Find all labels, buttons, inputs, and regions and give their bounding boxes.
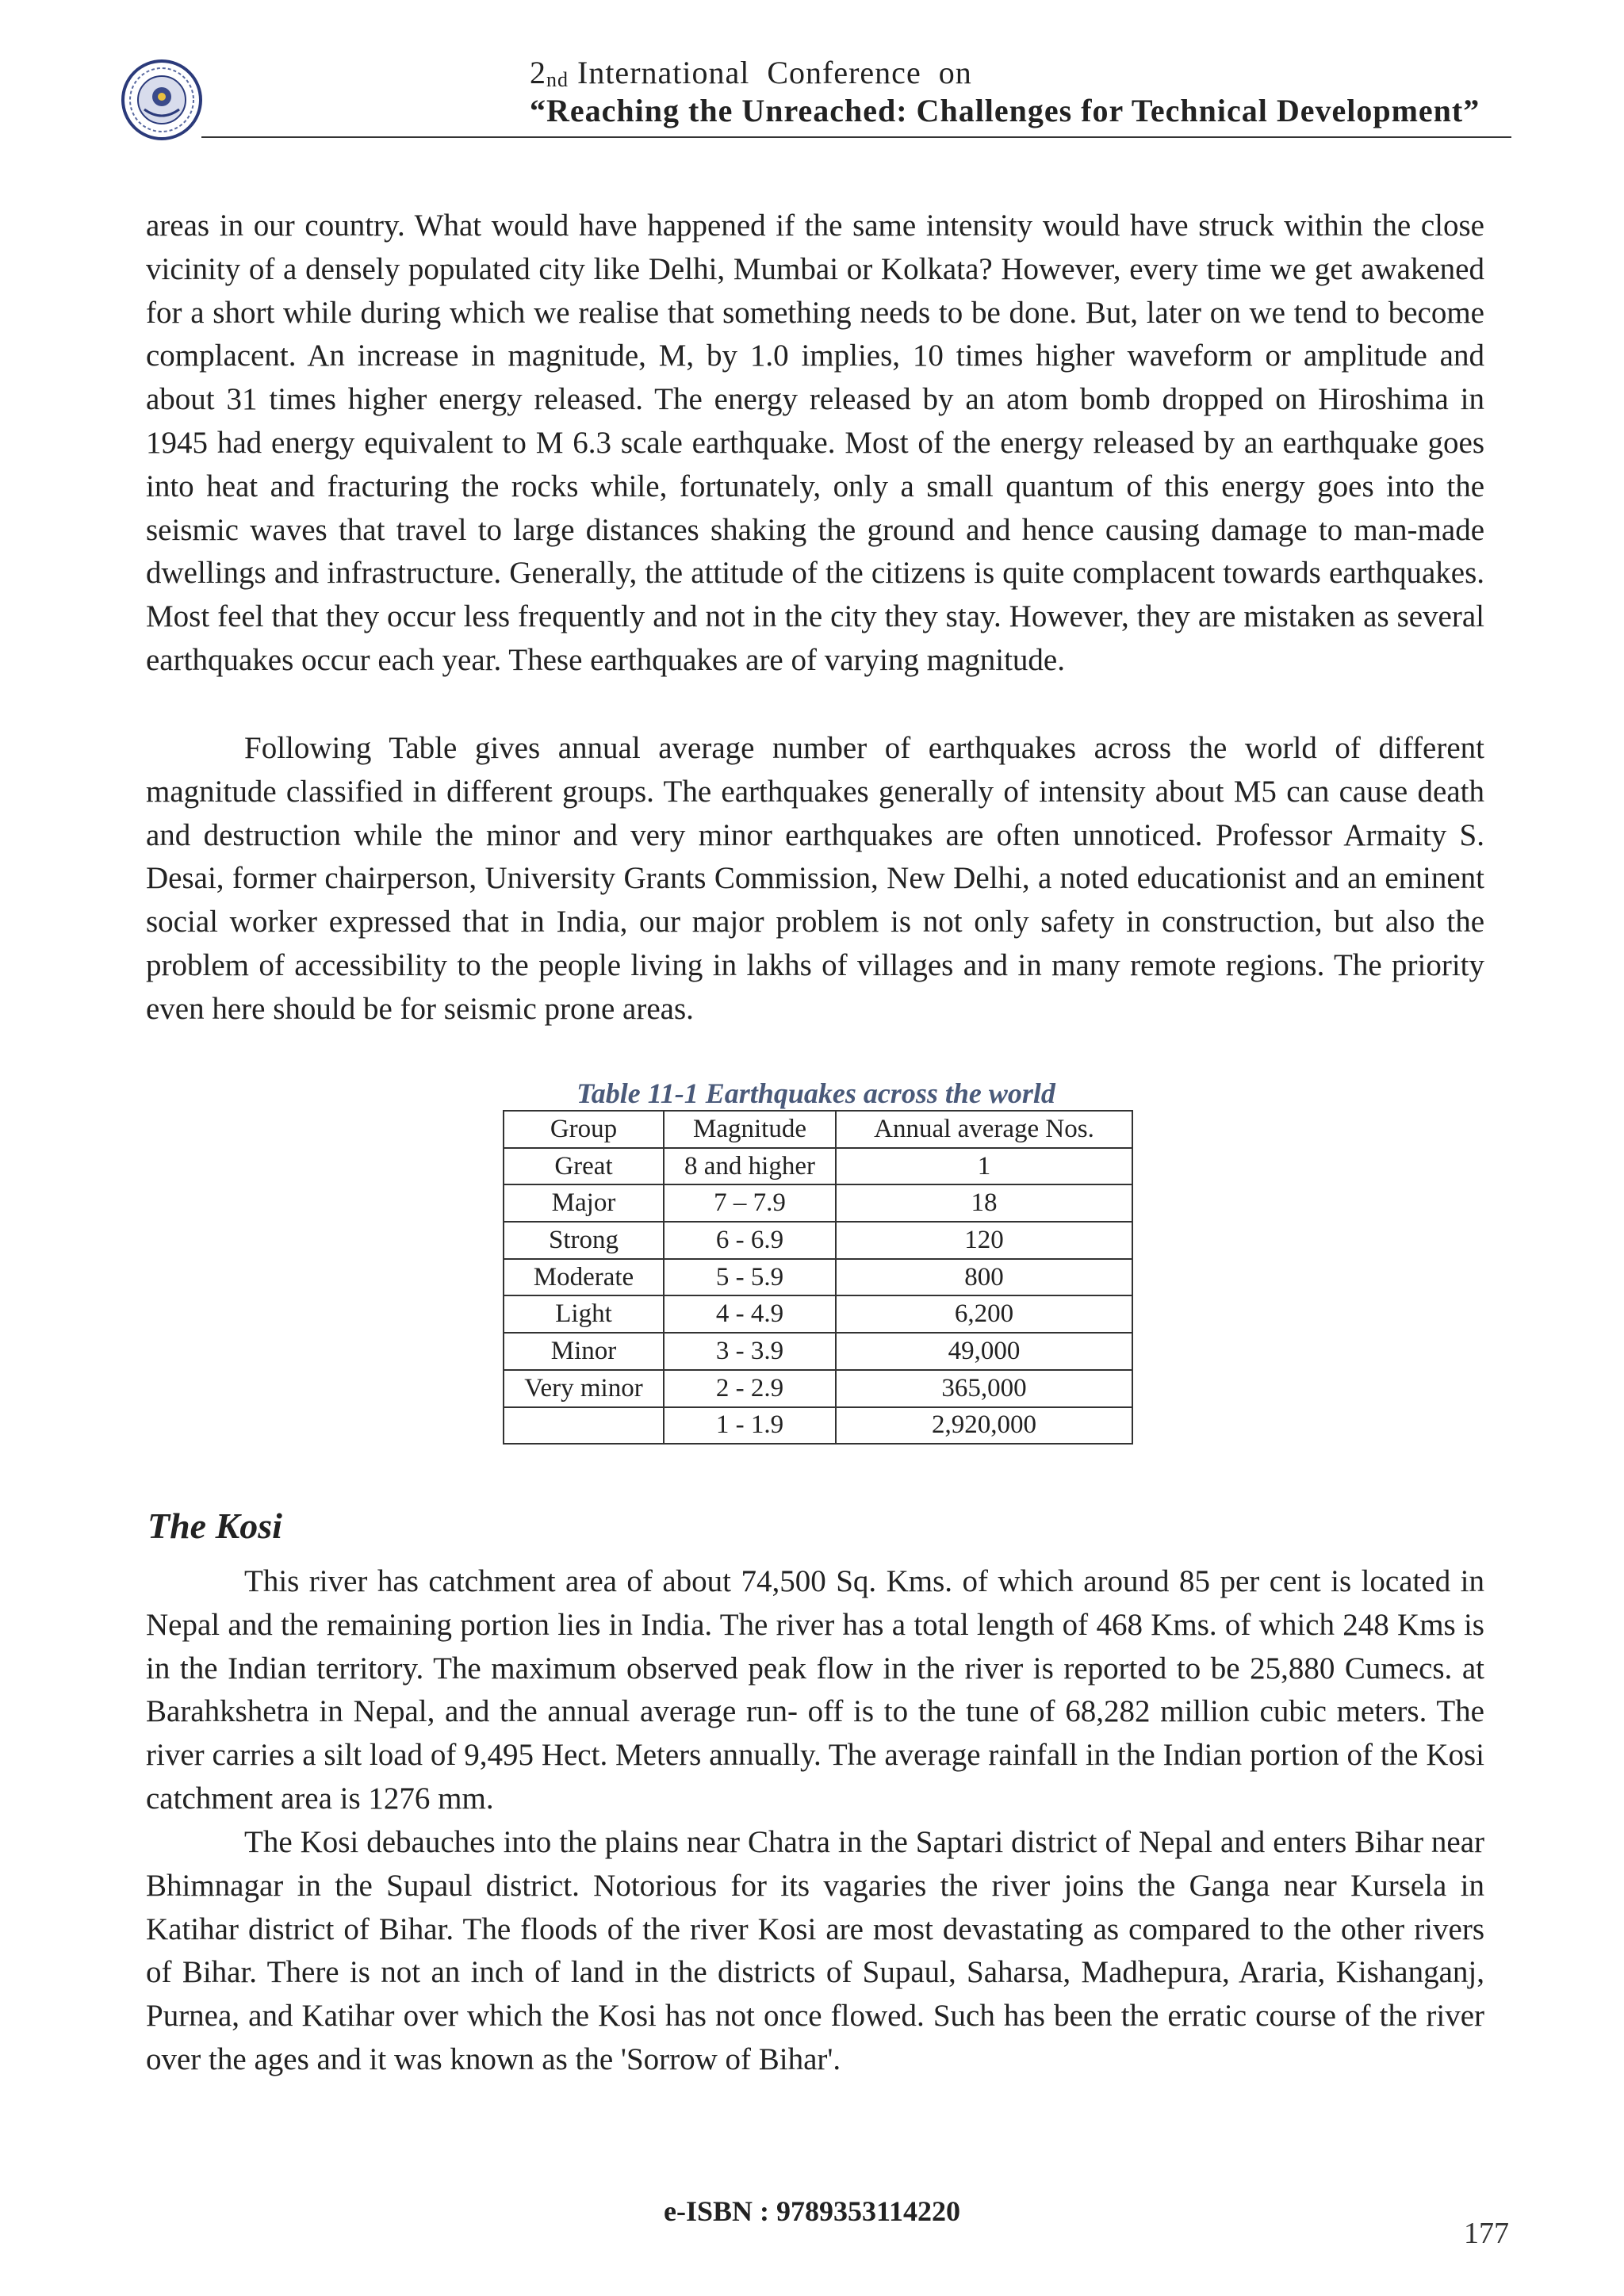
paragraph-kosi-catchment: This river has catchment area of about 74,500 Sq. Kms. of which around 85 per cent is located in Nepal and the remaining portion lies in India. The river has a total length of 468 Kms. of which 248 Kms is in the Indian territory. The maximum observed peak flow in the river is reported to be 25,880 Cumecs. at Barahkshetra in Nepal, and the annual average run- off is to the tune of 68,282 million cubic meters. The river carries a silt load of 9,495 Hect. Meters annually. The average rainfall in the Indian portion of the Kosi catchment area is 1276 mm.	[146, 1564, 1484, 1816]
table-row	[504, 1333, 1132, 1370]
cell-magnitude: 2 - 2.9	[664, 1370, 836, 1407]
section-heading: The Kosi	[147, 1506, 282, 1546]
ordinal-number: 2	[530, 55, 546, 90]
cell-count: 800	[836, 1259, 1132, 1296]
paragraph-kosi-course: The Kosi debauches into the plains near Chatra in the Saptari district of Nepal and enters Bihar near Bhimnagar in the Supaul district. Notorious for its vagaries the river joins the Ganga near Kursela in Katihar district of Bihar. The floods of the river Kosi are most devastating as compared to the other rivers of Bihar. There is not an inch of land in the districts of Supaul, Saharsa, Madhepura, Araria, Kishanganj, Purnea, and Katihar over which the Kosi has not once flowed. Such has been the erratic course of the river over the ages and it was known as the 'Sorrow of Bihar'.	[146, 1825, 1484, 2076]
cell-group: Minor	[504, 1333, 664, 1370]
conference-theme: “Reaching the Unreached: Challenges for Technical Development”	[530, 93, 1480, 128]
cell-magnitude: 3 - 3.9	[664, 1333, 836, 1370]
earthquake-table	[503, 1110, 1133, 1445]
cell-magnitude: 8 and higher	[664, 1148, 836, 1185]
cell-group: Very minor	[504, 1370, 664, 1407]
cell-magnitude: 4 - 4.9	[664, 1295, 836, 1333]
header-divider	[201, 136, 1511, 138]
table-row	[504, 1184, 1132, 1222]
isbn-footer: e-ISBN : 9789353114220	[663, 2195, 960, 2227]
cell-count: 120	[836, 1222, 1132, 1259]
paragraph-table-intro: Following Table gives annual average number of earthquakes across the world of different magnitude classified in different groups. The earthquakes generally of intensity about M5 can cause death and destruction while the minor and very minor earthquakes are often unnoticed. Professor Armaity S. Desai, former chairperson, University Grants Commission, New Delhi, a noted educationist and an eminent social worker expressed that in India, our major problem is not only safety in construction, but also the problem of accessibility to the people living in lakhs of villages and in many remote regions. The priority even here should be for seismic prone areas.	[146, 731, 1484, 1026]
cell-count: 49,000	[836, 1333, 1132, 1370]
table-header-row	[504, 1111, 1132, 1148]
cell-group: Strong	[504, 1222, 664, 1259]
cell-group	[504, 1407, 664, 1445]
cell-group: Great	[504, 1148, 664, 1185]
table-row	[504, 1407, 1132, 1445]
cell-count: 18	[836, 1184, 1132, 1222]
table-row	[504, 1259, 1132, 1296]
header-magnitude: Magnitude	[664, 1111, 836, 1148]
table-row	[504, 1370, 1132, 1407]
conference-title-line1	[530, 54, 972, 91]
cell-count: 6,200	[836, 1295, 1132, 1333]
conference-seal-icon	[121, 59, 203, 141]
table-row	[504, 1148, 1132, 1185]
cell-magnitude: 6 - 6.9	[664, 1222, 836, 1259]
header-group: Group	[504, 1111, 664, 1148]
cell-count: 2,920,000	[836, 1407, 1132, 1445]
cell-group: Light	[504, 1295, 664, 1333]
cell-magnitude: 1 - 1.9	[664, 1407, 836, 1445]
cell-count: 1	[836, 1148, 1132, 1185]
ordinal-suffix: nd	[546, 68, 569, 91]
cell-count: 365,000	[836, 1370, 1132, 1407]
conference-title-rest: International Conference on	[569, 55, 972, 90]
cell-group: Moderate	[504, 1259, 664, 1296]
cell-magnitude: 5 - 5.9	[664, 1259, 836, 1296]
table-row	[504, 1222, 1132, 1259]
table-caption: Table 11-1 Earthquakes across the world	[576, 1077, 1055, 1109]
table-row	[504, 1295, 1132, 1333]
page-number: 177	[1464, 2217, 1509, 2250]
paragraph-earthquake-intro: areas in our country. What would have happened if the same intensity would have struck within the close vicinity of a densely populated city like Delhi, Mumbai or Kolkata? However, every time we get awakened for a short while during which we realise that something needs to be done. But, later on we tend to become complacent. An increase in magnitude, M, by 1.0 implies, 10 times higher waveform or amplitude and about 31 times higher energy released. The energy released by an atom bomb dropped on Hiroshima in 1945 had energy equivalent to M 6.3 scale earthquake. Most of the energy released by an earthquake goes into heat and fracturing the rocks while, fortunately, only a small quantum of this energy goes into the seismic waves that travel to large distances shaking the ground and hence causing damage to man-made dwellings and infrastructure. Generally, the attitude of the citizens is quite complacent towards earthquakes. Most feel that they occur less frequently and not in the city they stay. However, they are mistaken as several earthquakes occur each year. These earthquakes are of varying magnitude.	[146, 209, 1484, 677]
header-annual-average: Annual average Nos.	[836, 1111, 1132, 1148]
cell-group: Major	[504, 1184, 664, 1222]
cell-magnitude: 7 – 7.9	[664, 1184, 836, 1222]
